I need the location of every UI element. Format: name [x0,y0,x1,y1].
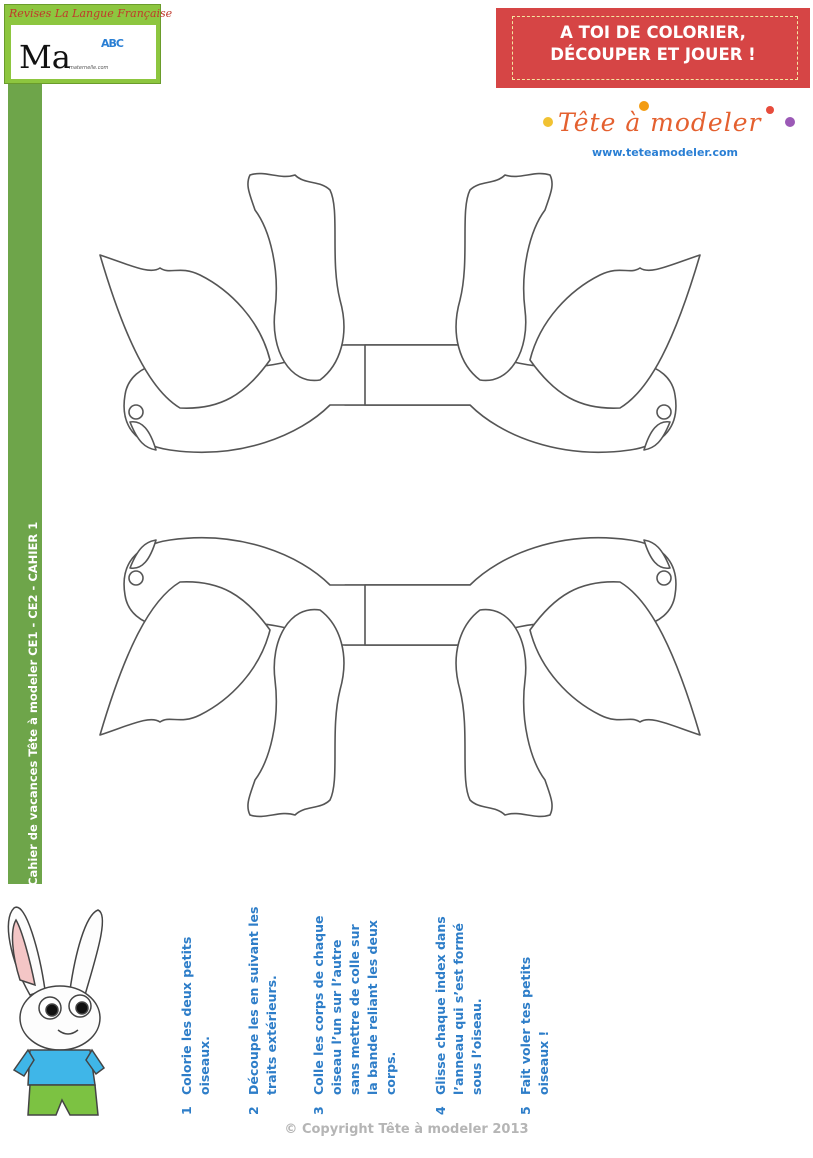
logo-tagline: Revises La Langue Française [9,7,173,20]
step-line: la bande reliant les deux [365,920,380,1095]
ma-logo [4,4,173,84]
step-line: corps. [383,1051,398,1095]
banner-line-1: A TOI DE COLORIER, [560,23,746,42]
step-line: Colle les corps de chaque [311,915,326,1095]
step-1 [178,937,214,1115]
step-5 [517,957,553,1115]
banner-line-2: DÉCOUPER ET JOUER ! [550,45,756,64]
step-4 [432,916,486,1115]
copyright: © Copyright Tête à modeler 2013 [284,1122,529,1137]
rabbit-mascot-icon [0,900,120,1140]
step-line: oiseaux. [197,1036,212,1095]
step-2 [245,907,281,1115]
brand-name: Tête à modeler [558,108,762,137]
logo-abc-text: ABC [101,37,123,50]
step-3 [310,916,400,1115]
logo-sub-text: maternelle.com [69,65,109,71]
step-line: l’anneau qui s’est formé [451,922,466,1095]
step-number: 2 [246,1106,261,1115]
step-line: Découpe les en suivant les [246,906,261,1095]
brand-url[interactable]: www.teteamodeler.com [592,146,738,159]
step-line: Glisse chaque index dans [433,916,448,1095]
bottom-right-bird [365,538,700,817]
bottom-left-bird [100,538,490,817]
step-line: traits extérieurs. [264,975,279,1095]
step-line: Colorie les deux petits [179,936,194,1095]
step-line: Fait voler tes petits [518,956,533,1095]
top-left-bird [100,174,490,453]
birds-template [90,150,710,840]
step-line: sans mettre de colle sur [347,924,362,1095]
step-number: 3 [311,1106,326,1115]
step-number: 5 [518,1106,533,1115]
step-line: oiseaux ! [536,1030,551,1095]
banner-text [496,22,810,66]
logo-ma-text: Ma [19,38,71,76]
banner [496,8,810,88]
step-line: sous l’oiseau. [469,998,484,1095]
step-number: 4 [433,1106,448,1115]
top-right-bird [365,174,700,453]
step-number: 1 [179,1106,194,1115]
side-label: Cahier de vacances Tête à modeler CE1 - CE2 - CAHIER 1 [26,521,40,886]
step-line: oiseau l’un sur l’autre [329,939,344,1095]
